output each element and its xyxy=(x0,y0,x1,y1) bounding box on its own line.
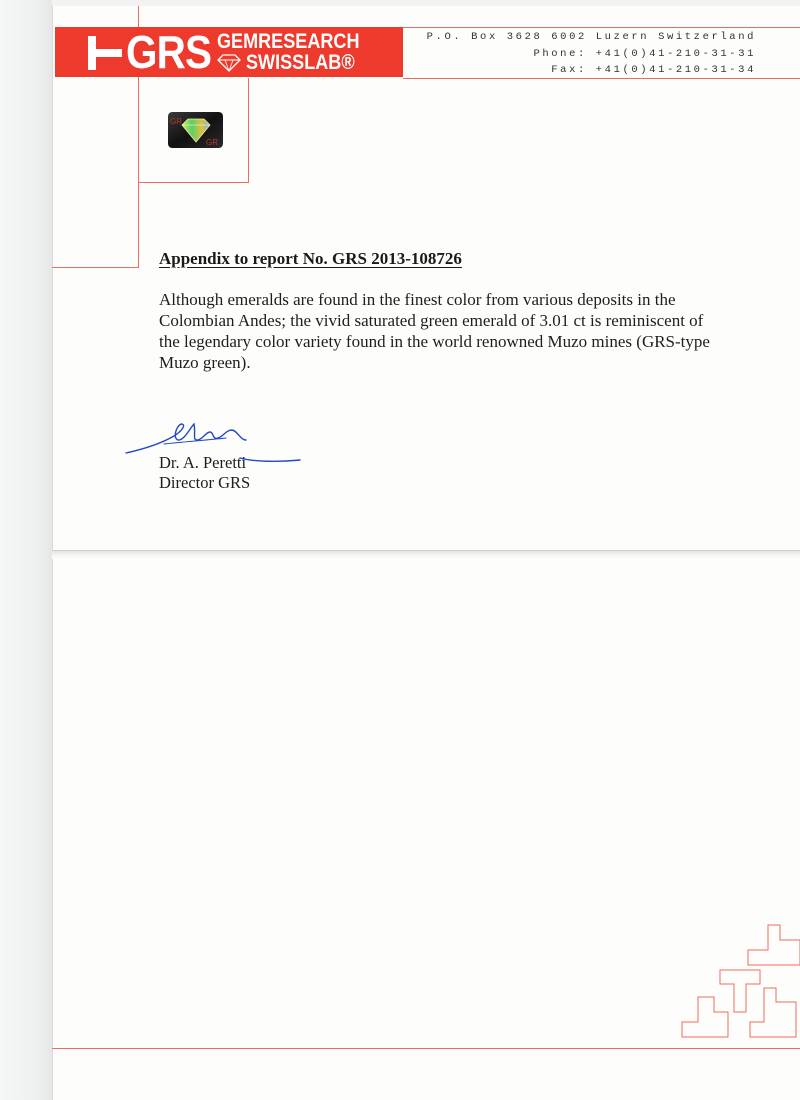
frame-line xyxy=(138,182,139,267)
svg-text:GR: GR xyxy=(206,138,218,147)
bottom-rule xyxy=(52,1048,800,1049)
logo-wordmark: GRS xyxy=(126,26,212,78)
svg-text:GR: GR xyxy=(170,117,182,126)
diamond-hologram-icon xyxy=(168,112,223,148)
phone-line: Phone: +41(0)41-210-31-31 xyxy=(533,48,756,60)
frame-line xyxy=(52,267,139,268)
logo-subtitle-line1: GEMRESEARCH xyxy=(217,30,360,53)
stair-cross-pattern-icon xyxy=(680,922,800,1040)
appendix-body: Although emeralds are found in the finest color from various deposits in the Colombian Andes; the vivid saturated green emerald of 3.01 ct is reminiscent of the legendary color variety found in the world renowned Muzo mines (GRS-type Muzo green). xyxy=(159,290,710,372)
address-line: P.O. Box 3628 6002 Luzern Switzerland xyxy=(426,31,756,43)
appendix-heading: Appendix to report No. GRS 2013-108726 xyxy=(159,249,462,268)
fax-line: Fax: +41(0)41-210-31-34 xyxy=(551,64,756,76)
frame-line xyxy=(403,78,800,79)
page-fold xyxy=(52,550,800,559)
logo-subtitle-line2: SWISSLAB® xyxy=(246,51,355,74)
frame-line xyxy=(248,78,249,182)
signatory-title: Director GRS xyxy=(159,473,251,492)
signatory-name: Dr. A. Peretti xyxy=(159,453,247,472)
frame-line xyxy=(138,182,249,183)
frame-line xyxy=(403,27,800,28)
scan-background xyxy=(0,0,52,1100)
diamond-icon xyxy=(216,54,242,72)
swiss-cross-logo-icon xyxy=(88,36,124,70)
